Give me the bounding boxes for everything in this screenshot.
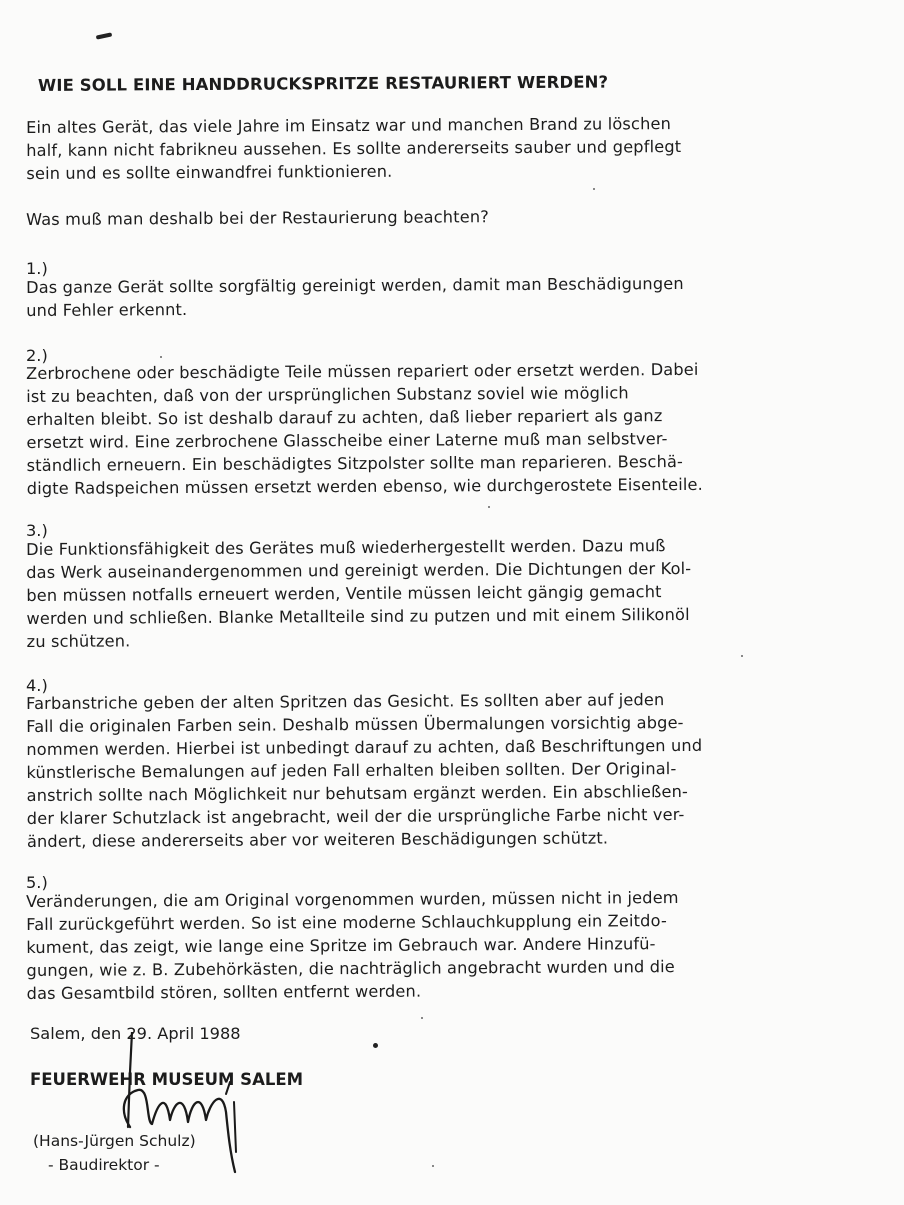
paper-speck [160, 356, 162, 358]
paper-speck [593, 188, 595, 190]
paper-speck [488, 506, 490, 508]
handwritten-signature [110, 1032, 270, 1182]
section-text-3: Die Funktionsfähigkeit des Gerätes muß wiederhergestellt werden. Dazu muß das Werk auseinandergenommen und gereinigt werden. Die Dichtungen der Kol- ben müssen notfalls erneuert werden, Ventile müssen leicht gängig gemacht werden und schließen. Blanke Metallteile sind zu putzen und mit einem Silikonöl zu schützen. [26, 536, 692, 651]
signatory-role: - Baudirektor - [48, 1156, 160, 1174]
section-number-2: 2.) [26, 346, 48, 365]
organization-name: FEUERWEHR MUSEUM SALEM [30, 1070, 304, 1089]
ink-mark [96, 32, 112, 39]
section-text-2: Zerbrochene oder beschädigte Teile müssen repariert oder ersetzt werden. Dabei ist zu beachten, daß von der ursprünglichen Substanz soviel wie möglich erhalten bleibt. So ist deshalb darauf zu achten, daß lieber repariert als ganz ersetzt wird. Eine zerbrochene Glasscheibe einer Laterne muß man selbstver- ständlich erneuern. Ein beschädigtes Sitzpolster sollte man reparieren. Beschä- digte Radspeichen müssen ersetzt werden ebenso, wie durchgerostete Eisenteile. [26, 359, 703, 498]
section-text-4: Farbanstriche geben der alten Spritzen das Gesicht. Es sollten aber auf jeden Fall die originalen Farben sein. Deshalb müssen Übermalungen vorsichtig abge- nommen werden. Hierbei ist unbedingt darauf zu achten, daß Beschriftungen und künstlerische Bemalungen auf jeden Fall erhalten bleiben sollten. Der Original- anstrich sollte nach Möglichkeit nur behutsam ergänzt werden. Ein abschließen- der klarer Schutzlack ist angebracht, weil der die ursprüngliche Farbe nicht ver- ändert, diese andererseits aber vor weiteren Beschädigungen schützt. [26, 690, 703, 851]
section-number-3: 3.) [26, 521, 48, 540]
section-number-1: 1.) [26, 259, 48, 278]
section-text-5: Veränderungen, die am Original vorgenommen wurden, müssen nicht in jedem Fall zurückgeführt werden. So ist eine moderne Schlauchkupplung ein Zeitdo- kument, das zeigt, wie lange eine Spritze im Gebrauch war. Andere Hinzufü- gungen, wie z. B. Zubehörkästen, die nachträglich angebracht wurden und die das Gesamtbild stören, sollten entfernt werden. [26, 888, 679, 1003]
question-line: Was muß man deshalb bei der Restaurierung beachten? [26, 207, 489, 229]
paper-speck [432, 1165, 434, 1167]
paper-speck [421, 1017, 423, 1019]
section-number-4: 4.) [26, 676, 48, 695]
place-and-date: Salem, den 29. April 1988 [30, 1024, 241, 1043]
paper-speck [741, 655, 743, 657]
document-title: WIE SOLL EINE HANDDRUCKSPRITZE RESTAURIERT WERDEN? [37, 72, 609, 95]
section-number-5: 5.) [26, 873, 48, 892]
signatory-name: (Hans-Jürgen Schulz) [33, 1132, 196, 1150]
ink-dot [373, 1043, 378, 1048]
section-text-1: Das ganze Gerät sollte sorgfältig gereinigt werden, damit man Beschädigungen und Fehler erkennt. [26, 273, 684, 320]
intro-paragraph: Ein altes Gerät, das viele Jahre im Einsatz war und manchen Brand zu löschen half, kann nicht fabrikneu aussehen. Es sollte andererseits sauber und gepflegt sein und es sollte einwandfrei funktionieren. [26, 114, 682, 183]
